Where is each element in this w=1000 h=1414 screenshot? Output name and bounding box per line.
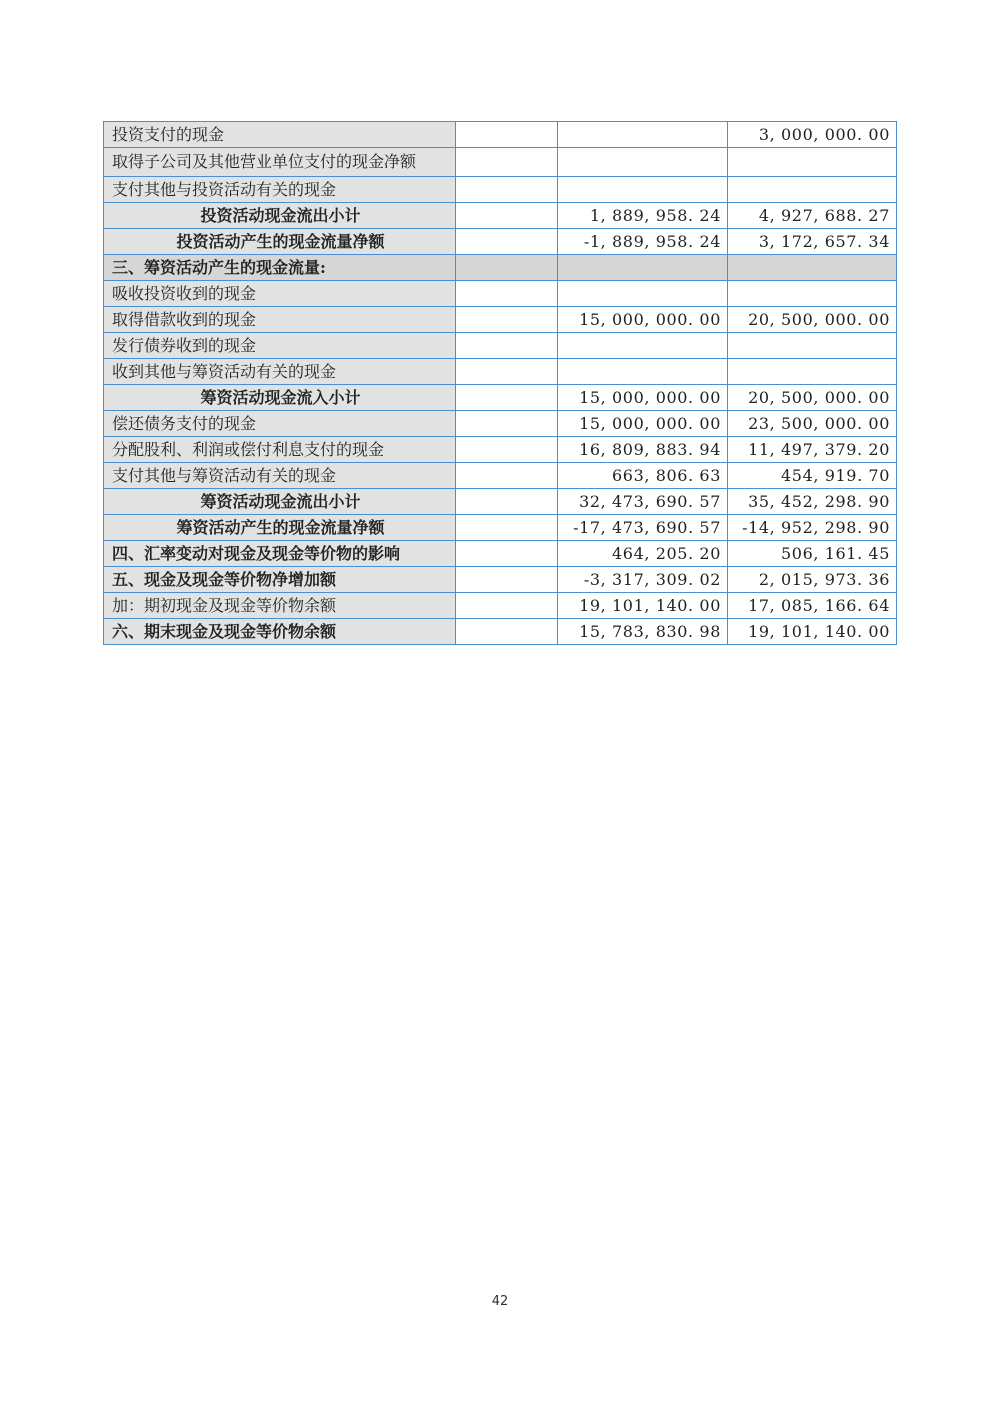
table-row bbox=[104, 255, 897, 281]
previous-period-amount: 3, 000, 000. 00 bbox=[728, 122, 897, 148]
previous-period-amount bbox=[728, 177, 897, 203]
previous-period-amount: 454, 919. 70 bbox=[728, 463, 897, 489]
row-label: 五、现金及现金等价物净增加额 bbox=[104, 567, 456, 593]
table-row bbox=[104, 307, 897, 333]
row-label: 四、汇率变动对现金及现金等价物的影响 bbox=[104, 541, 456, 567]
note-cell bbox=[456, 515, 558, 541]
row-label: 筹资活动产生的现金流量净额 bbox=[104, 515, 456, 541]
note-cell bbox=[456, 437, 558, 463]
row-label: 三、筹资活动产生的现金流量: bbox=[104, 255, 456, 281]
previous-period-amount: 2, 015, 973. 36 bbox=[728, 567, 897, 593]
current-period-amount: 663, 806. 63 bbox=[558, 463, 728, 489]
table-row bbox=[104, 148, 897, 177]
current-period-amount bbox=[558, 281, 728, 307]
row-label: 筹资活动现金流出小计 bbox=[104, 489, 456, 515]
row-label: 分配股利、利润或偿付利息支付的现金 bbox=[104, 437, 456, 463]
row-label: 发行债券收到的现金 bbox=[104, 333, 456, 359]
previous-period-amount: 23, 500, 000. 00 bbox=[728, 411, 897, 437]
table-row bbox=[104, 203, 897, 229]
current-period-amount bbox=[558, 359, 728, 385]
note-cell bbox=[456, 541, 558, 567]
current-period-amount: -1, 889, 958. 24 bbox=[558, 229, 728, 255]
note-cell bbox=[456, 307, 558, 333]
previous-period-amount: 4, 927, 688. 27 bbox=[728, 203, 897, 229]
current-period-amount bbox=[558, 122, 728, 148]
previous-period-amount bbox=[728, 333, 897, 359]
current-period-amount: 19, 101, 140. 00 bbox=[558, 593, 728, 619]
table-row bbox=[104, 281, 897, 307]
table-row bbox=[104, 541, 897, 567]
current-period-amount bbox=[558, 333, 728, 359]
current-period-amount bbox=[558, 255, 728, 281]
current-period-amount: 464, 205. 20 bbox=[558, 541, 728, 567]
row-label: 吸收投资收到的现金 bbox=[104, 281, 456, 307]
current-period-amount: 32, 473, 690. 57 bbox=[558, 489, 728, 515]
table-row bbox=[104, 515, 897, 541]
table-row bbox=[104, 359, 897, 385]
cash-flow-statement-table bbox=[103, 121, 897, 645]
note-cell bbox=[456, 593, 558, 619]
table-row bbox=[104, 593, 897, 619]
table-row bbox=[104, 122, 897, 148]
current-period-amount: 15, 000, 000. 00 bbox=[558, 307, 728, 333]
previous-period-amount: 17, 085, 166. 64 bbox=[728, 593, 897, 619]
table-body bbox=[104, 122, 897, 645]
previous-period-amount: 20, 500, 000. 00 bbox=[728, 385, 897, 411]
note-cell bbox=[456, 333, 558, 359]
current-period-amount: -3, 317, 309. 02 bbox=[558, 567, 728, 593]
previous-period-amount: 19, 101, 140. 00 bbox=[728, 619, 897, 645]
previous-period-amount bbox=[728, 148, 897, 177]
current-period-amount: 15, 783, 830. 98 bbox=[558, 619, 728, 645]
row-label: 取得子公司及其他营业单位支付的现金净额 bbox=[104, 148, 456, 177]
current-period-amount: 15, 000, 000. 00 bbox=[558, 411, 728, 437]
note-cell bbox=[456, 489, 558, 515]
note-cell bbox=[456, 203, 558, 229]
table-row bbox=[104, 177, 897, 203]
previous-period-amount: 506, 161. 45 bbox=[728, 541, 897, 567]
table-row bbox=[104, 567, 897, 593]
note-cell bbox=[456, 567, 558, 593]
note-cell bbox=[456, 619, 558, 645]
cash-flow-table-container bbox=[103, 121, 896, 645]
note-cell bbox=[456, 281, 558, 307]
note-cell bbox=[456, 359, 558, 385]
note-cell bbox=[456, 411, 558, 437]
row-label: 支付其他与投资活动有关的现金 bbox=[104, 177, 456, 203]
table-row bbox=[104, 489, 897, 515]
current-period-amount bbox=[558, 148, 728, 177]
row-label: 投资活动产生的现金流量净额 bbox=[104, 229, 456, 255]
row-label: 六、期末现金及现金等价物余额 bbox=[104, 619, 456, 645]
previous-period-amount: 35, 452, 298. 90 bbox=[728, 489, 897, 515]
previous-period-amount: 11, 497, 379. 20 bbox=[728, 437, 897, 463]
note-cell bbox=[456, 177, 558, 203]
previous-period-amount: -14, 952, 298. 90 bbox=[728, 515, 897, 541]
table-row bbox=[104, 437, 897, 463]
current-period-amount: -17, 473, 690. 57 bbox=[558, 515, 728, 541]
row-label: 取得借款收到的现金 bbox=[104, 307, 456, 333]
table-row bbox=[104, 411, 897, 437]
current-period-amount: 1, 889, 958. 24 bbox=[558, 203, 728, 229]
previous-period-amount bbox=[728, 281, 897, 307]
row-label: 偿还债务支付的现金 bbox=[104, 411, 456, 437]
note-cell bbox=[456, 255, 558, 281]
note-cell bbox=[456, 385, 558, 411]
table-row bbox=[104, 385, 897, 411]
current-period-amount: 15, 000, 000. 00 bbox=[558, 385, 728, 411]
table-row bbox=[104, 619, 897, 645]
previous-period-amount: 3, 172, 657. 34 bbox=[728, 229, 897, 255]
table-row bbox=[104, 229, 897, 255]
previous-period-amount bbox=[728, 255, 897, 281]
page-number: 42 bbox=[491, 1294, 509, 1309]
note-cell bbox=[456, 229, 558, 255]
row-label: 投资活动现金流出小计 bbox=[104, 203, 456, 229]
row-label: 支付其他与筹资活动有关的现金 bbox=[104, 463, 456, 489]
table-row bbox=[104, 463, 897, 489]
note-cell bbox=[456, 148, 558, 177]
row-label: 投资支付的现金 bbox=[104, 122, 456, 148]
note-cell bbox=[456, 463, 558, 489]
previous-period-amount bbox=[728, 359, 897, 385]
table-row bbox=[104, 333, 897, 359]
row-label: 筹资活动现金流入小计 bbox=[104, 385, 456, 411]
note-cell bbox=[456, 122, 558, 148]
row-label: 收到其他与筹资活动有关的现金 bbox=[104, 359, 456, 385]
row-label: 加：期初现金及现金等价物余额 bbox=[104, 593, 456, 619]
current-period-amount bbox=[558, 177, 728, 203]
previous-period-amount: 20, 500, 000. 00 bbox=[728, 307, 897, 333]
current-period-amount: 16, 809, 883. 94 bbox=[558, 437, 728, 463]
